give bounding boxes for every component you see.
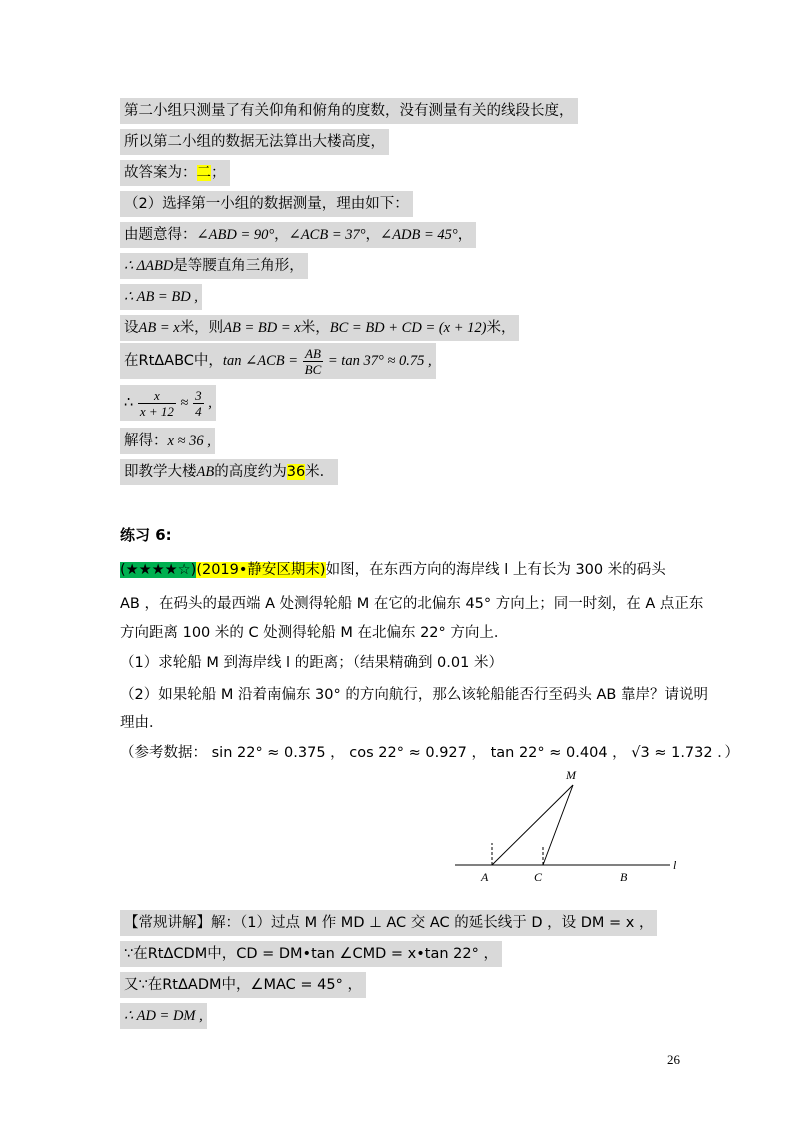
answer-36-highlight: 36 bbox=[286, 464, 306, 480]
page-number: 26 bbox=[667, 1052, 680, 1067]
fraction-3-4: $\frac{3}{4}$ bbox=[195, 387, 202, 419]
solution-line-7: ∴ AB = BD , bbox=[120, 284, 202, 310]
difficulty-stars: (★★★★☆) bbox=[120, 562, 197, 578]
fraction-x: $\frac{x}{x + 12}$ bbox=[139, 387, 174, 419]
geometry-figure bbox=[440, 765, 700, 890]
solution-line-11: 解得：x ≈ 36 , bbox=[120, 428, 215, 454]
explanation-line-4: ∴ AD = DM , bbox=[120, 1003, 207, 1029]
fraction-ab-bc: $\frac{AB}{BC}$ bbox=[304, 345, 322, 377]
solution-line-2: 所以第二小组的数据无法算出大楼高度， bbox=[120, 129, 389, 155]
label-a: A bbox=[481, 870, 489, 884]
exercise-line-2: AB ，在码头的最西端 A 处测得轮船 M 在它的北偏东 45° 方向上；同一时刻，在 A 点正东 bbox=[120, 596, 704, 612]
exercise-source: (2019•静安区期末) bbox=[196, 562, 326, 578]
label-l: l bbox=[673, 858, 677, 872]
solution-line-9: 在RtΔABC中，tan ∠ACB = $\frac{AB}{BC}$ = tan 37° ≈ 0.75 , bbox=[120, 343, 436, 379]
solution-line-12: 即教学大楼AB的高度约为36米． bbox=[120, 459, 338, 485]
segment-am bbox=[492, 785, 573, 865]
solution-line-6: ∴ ΔABD是等腰直角三角形， bbox=[120, 253, 308, 279]
label-b: B bbox=[620, 870, 628, 884]
explanation-line-2: ∵在RtΔCDM中，CD = DM•tan ∠CMD = x•tan 22° ， bbox=[120, 941, 502, 967]
solution-line-4: （2）选择第一小组的数据测量，理由如下： bbox=[120, 191, 413, 217]
exercise-question-2-cont: 理由． bbox=[120, 715, 164, 731]
explanation-line-3: 又∵在RtΔADM中，∠MAC = 45° ， bbox=[120, 972, 366, 998]
solution-line-5: 由题意得：∠ABD = 90°，∠ACB = 37°，∠ADB = 45°， bbox=[120, 222, 476, 248]
exercise-line-1: (★★★★☆)(2019•静安区期末)如图，在东西方向的海岸线 l 上有长为 300 米的码头 bbox=[120, 562, 666, 578]
exercise-title: 练习 6: bbox=[120, 526, 172, 544]
segment-cm bbox=[543, 785, 573, 865]
solution-line-1: 第二小组只测量了有关仰角和俯角的度数，没有测量有关的线段长度， bbox=[120, 98, 578, 124]
answer-highlight: 二 bbox=[196, 165, 211, 181]
label-c: C bbox=[534, 870, 543, 884]
solution-line-8: 设AB = x米，则AB = BD = x米，BC = BD + CD = (x + 12)米， bbox=[120, 315, 519, 341]
reference-data: （参考数据： sin 22° ≈ 0.375 ， cos 22° ≈ 0.927 ， tan 22° ≈ 0.404 ， √3 ≈ 1.732 ．） bbox=[120, 745, 739, 761]
exercise-question-1: （1）求轮船 M 到海岸线 l 的距离；（结果精确到 0.01 米） bbox=[120, 655, 503, 671]
solution-line-10: ∴ $\frac{x}{x + 12}$ ≈ $\frac{3}{4}$ , bbox=[120, 385, 216, 421]
exercise-line-3: 方向距离 100 米的 C 处测得轮船 M 在北偏东 22° 方向上． bbox=[120, 625, 509, 641]
solution-line-3: 故答案为：二； bbox=[120, 160, 230, 186]
explanation-line-1: 【常规讲解】解：（1）过点 M 作 MD ⊥ AC 交 AC 的延长线于 D ，设 DM = x ， bbox=[120, 910, 657, 936]
exercise-question-2: （2）如果轮船 M 沿着南偏东 30° 的方向航行，那么该轮船能否行至码头 AB 靠岸？请说明 bbox=[120, 687, 708, 703]
label-m: M bbox=[566, 768, 576, 782]
